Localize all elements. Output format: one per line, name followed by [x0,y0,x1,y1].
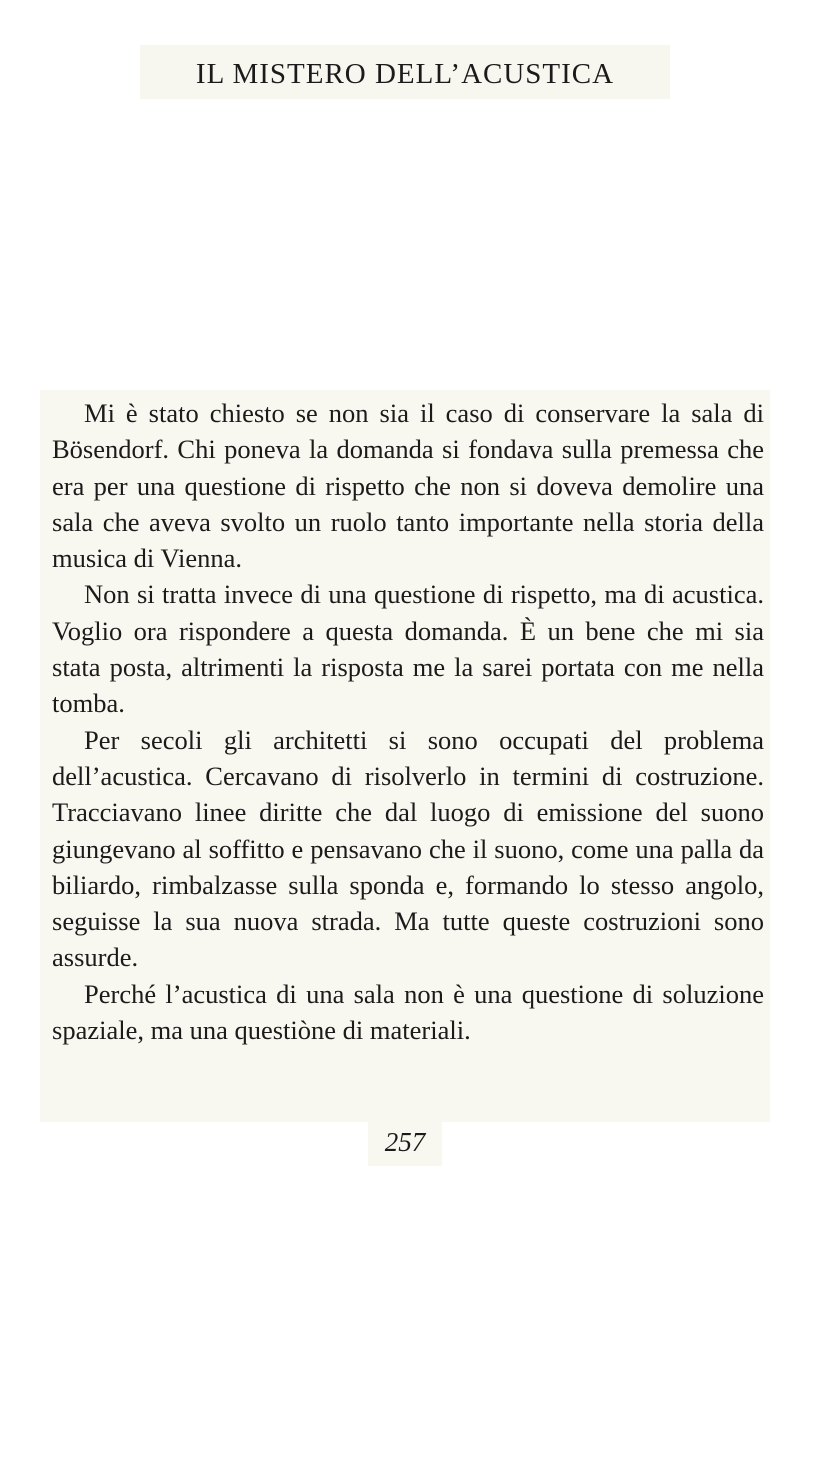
paragraph: Perché l’acustica di una sala non è una questione di soluzione spaziale, ma una questiòne di materiali. [52,978,764,1046]
running-head: IL MISTERO DELL’ACUSTICA [140,45,670,99]
paragraph: Non si tratta invece di una questione di rispetto, ma di acustica. Voglio ora rispondere a questa domanda. È un bene che mi sia stata posta, altrimenti la risposta me la sarei portata con me nella tomba. [52,579,764,719]
body-text [52,395,764,1048]
paragraph: Per secoli gli architetti si sono occupati del problema dell’acustica. Cercavano di risolverlo in termini di costruzione. Tracciavano linee diritte che dal luogo di emissione del suono giungevano al soffitto e pensavano che il suono, come una palla da biliardo, rimbalzasse sulla sponda e, formando lo stesso angolo, seguisse la sua nuova strada. Ma tutte queste costruzioni sono assurde. [52,724,764,973]
body-text-block [40,390,770,1122]
paragraph: Mi è stato chiesto se non sia il caso di conservare la sala di Bösendorf. Chi poneva la domanda si fondava sulla premessa che era per una questione di rispetto che non si doveva demolire una sala che aveva svolto un ruolo tanto importante nella storia della musica di Vienna. [52,398,764,574]
page-number: 257 [368,1122,442,1166]
